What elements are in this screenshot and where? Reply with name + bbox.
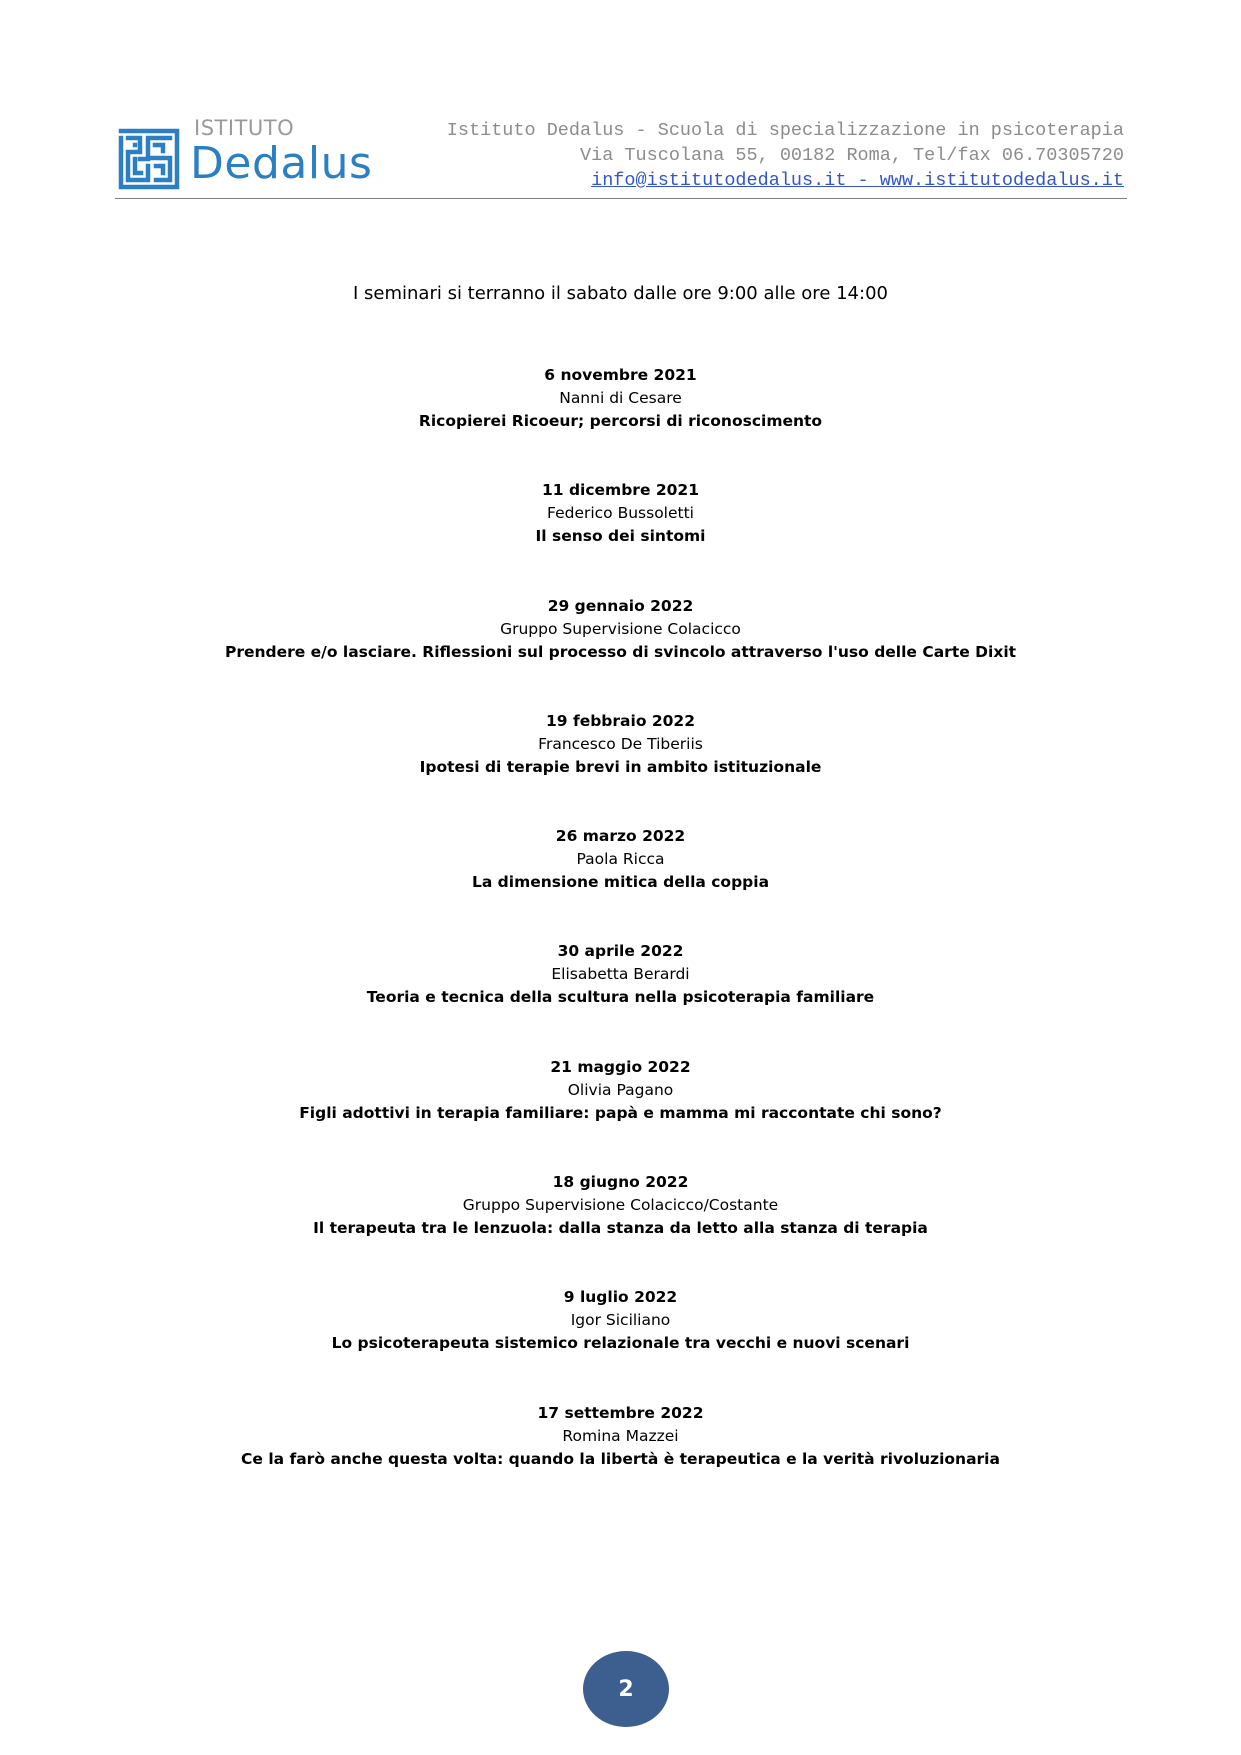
seminar-date: 9 luglio 2022: [563, 1288, 678, 1307]
seminar-title: Ricopierei Ricoeur; percorsi di riconoscimento: [418, 412, 823, 430]
seminar-title: Il senso dei sintomi: [535, 527, 706, 546]
seminar-speaker: Romina Mazzei: [562, 1426, 679, 1445]
seminar-item: [0, 1056, 1241, 1171]
seminar-item: [0, 595, 1241, 710]
seminar-speaker: Gruppo Supervisione Colacicco/Costante: [462, 1196, 779, 1215]
header-contact-info: [447, 118, 1124, 193]
seminar-speaker: Elisabetta Berardi: [551, 965, 690, 984]
email-link[interactable]: info@istitutodedalus.it: [591, 170, 847, 191]
maze-icon: [118, 128, 180, 190]
seminar-speaker: Francesco De Tiberiis: [538, 734, 703, 753]
seminar-item: [0, 1402, 1241, 1517]
seminar-title: La dimensione mitica della coppia: [471, 873, 770, 892]
seminar-item: [0, 825, 1241, 940]
header-links: [447, 168, 1124, 193]
website-link[interactable]: www.istitutodedalus.it: [879, 170, 1124, 191]
seminar-item: [0, 1286, 1241, 1401]
logo-istituto-text: ISTITUTO: [194, 116, 295, 140]
seminar-item: [0, 710, 1241, 825]
istituto-dedalus-logo: [118, 116, 373, 192]
seminar-date: 30 aprile 2022: [557, 942, 684, 961]
header-school-name: Istituto Dedalus - Scuola di specializzazione in psicoterapia: [446, 120, 1124, 141]
seminar-title: Prendere e/o lasciare. Riflessioni sul processo di svincolo attraverso l'uso delle Carte Dixit: [224, 642, 1017, 661]
seminar-date: 18 giugno 2022: [552, 1173, 689, 1192]
seminar-speaker: Igor Siciliano: [570, 1311, 671, 1330]
seminar-title: Lo psicoterapeuta sistemico relazionale tra vecchi e nuovi scenari: [331, 1334, 910, 1353]
seminar-date: 21 maggio 2022: [550, 1057, 691, 1076]
logo-dedalus-text: Dedalus: [190, 138, 373, 189]
link-separator: -: [846, 170, 880, 191]
header-address: Via Tuscolana 55, 00182 Roma, Tel/fax 06.70305720: [580, 145, 1124, 166]
seminar-date: 17 settembre 2022: [537, 1403, 704, 1422]
seminar-date: 29 gennaio 2022: [547, 596, 694, 615]
seminar-date: 11 dicembre 2021: [541, 481, 699, 500]
seminar-title: Figli adottivi in terapia familiare: papà e mamma mi raccontate chi sono?: [299, 1103, 942, 1122]
seminar-date: 26 marzo 2022: [555, 827, 686, 846]
seminar-date: 19 febbraio 2022: [545, 711, 695, 730]
seminar-date: 6 novembre 2021: [544, 366, 697, 384]
seminar-title: Ipotesi di terapie brevi in ambito istituzionale: [419, 757, 822, 776]
seminar-title: Teoria e tecnica della scultura nella psicoterapia familiare: [366, 988, 875, 1007]
page-number-badge: 2: [583, 1651, 669, 1727]
seminar-item: [0, 364, 1241, 479]
seminar-list: [0, 364, 1241, 1517]
seminar-speaker: Paola Ricca: [576, 850, 665, 869]
seminar-speaker: Nanni di Cesare: [559, 389, 682, 407]
page-header: [115, 112, 1127, 199]
seminar-title: Il terapeuta tra le lenzuola: dalla stanza da letto alla stanza di terapia: [313, 1219, 928, 1238]
seminar-speaker: Gruppo Supervisione Colacicco: [500, 619, 741, 638]
seminar-item: [0, 1171, 1241, 1286]
seminar-title: Ce la farò anche questa volta: quando la libertà è terapeutica e la verità rivoluzionaria: [241, 1449, 1000, 1468]
seminar-item: [0, 479, 1241, 594]
seminar-speaker: Olivia Pagano: [567, 1080, 674, 1099]
seminar-item: [0, 940, 1241, 1055]
intro-text: I seminari si terranno il sabato dalle ore 9:00 alle ore 14:00: [353, 283, 888, 304]
seminar-speaker: Federico Bussoletti: [547, 504, 694, 523]
